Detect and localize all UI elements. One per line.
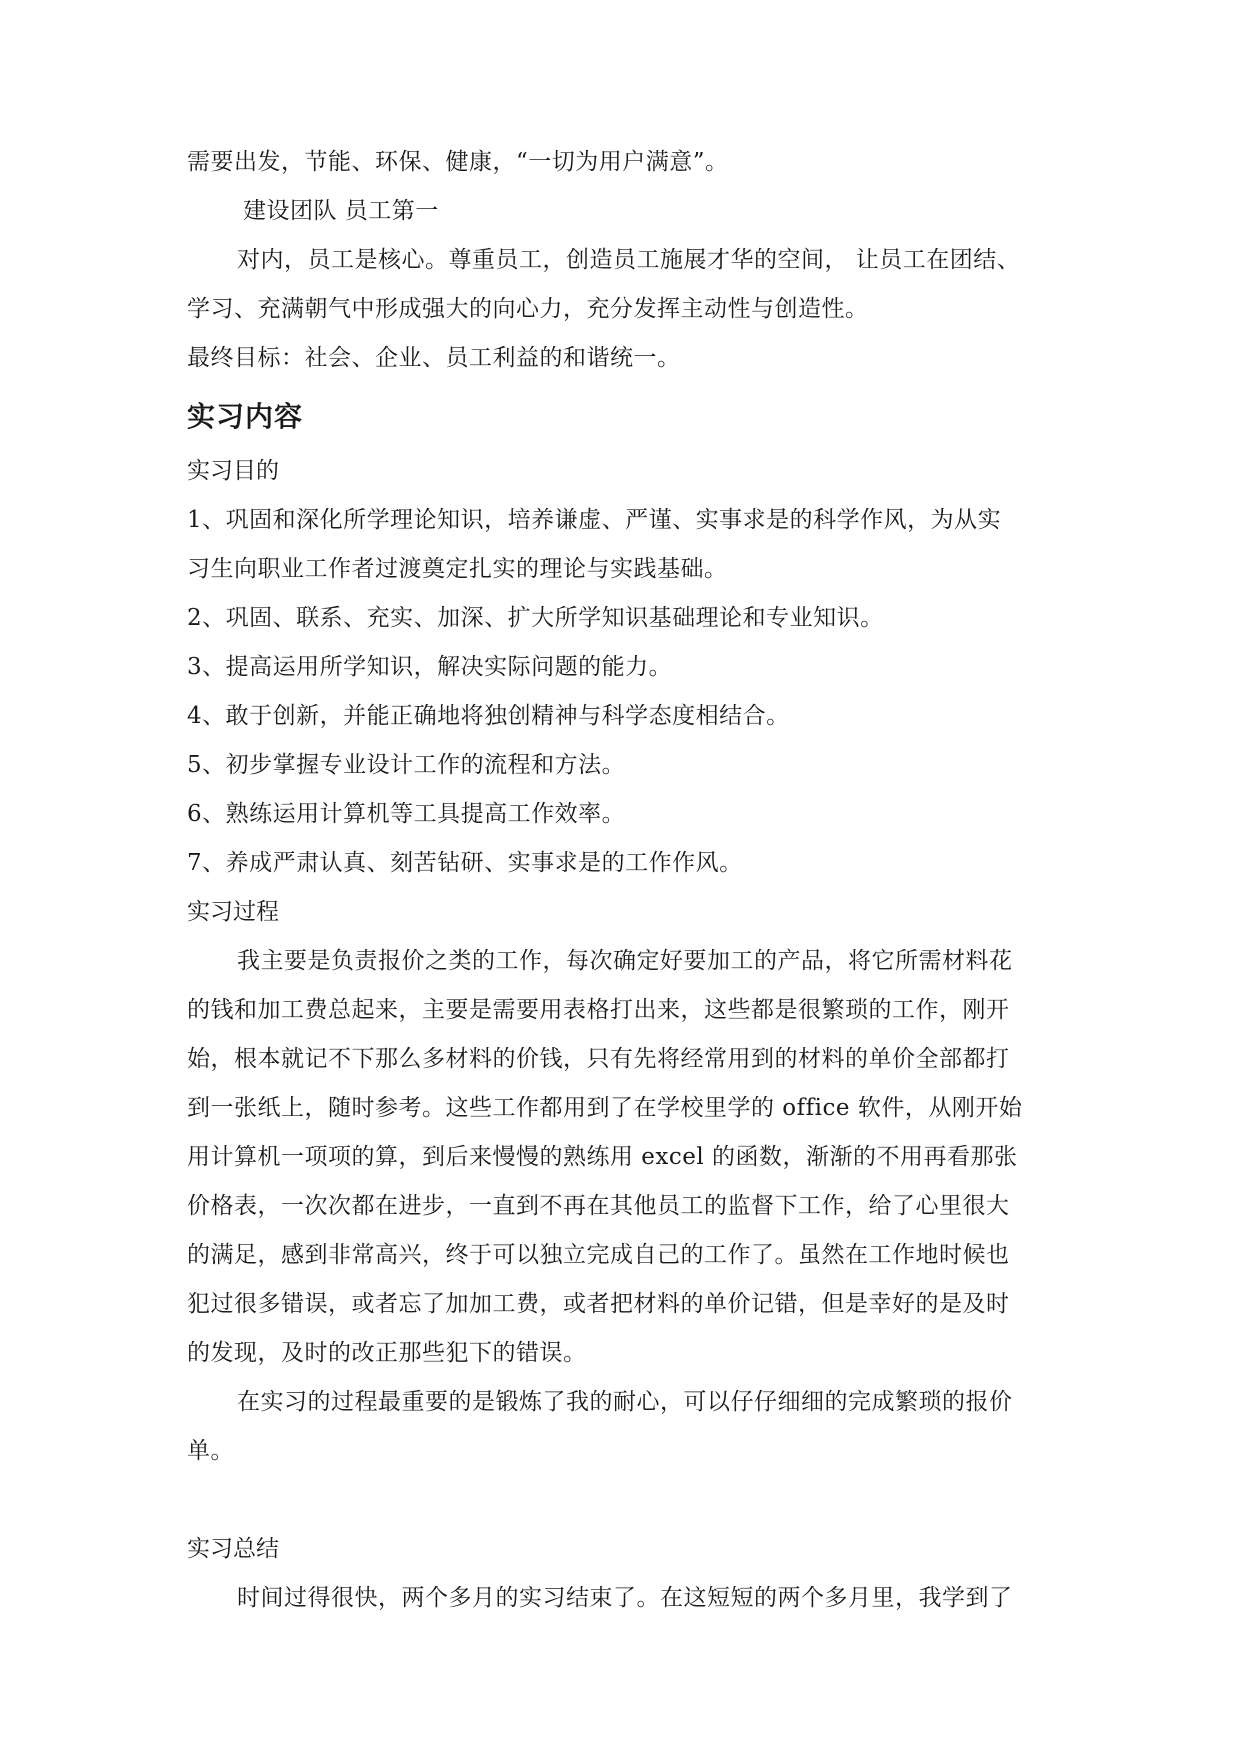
intro-line: 需要出发，节能、环保、健康，“一切为用户满意”。 [187,149,729,175]
process-paragraph-line: 的满足，感到非常高兴，终于可以独立完成自己的工作了。虽然在工作地时候也 [187,1242,1010,1268]
blank-line [187,1476,1067,1525]
purpose-item: 7、养成严肃认真、刻苦钻研、实事求是的工作作风。 [187,850,743,876]
purpose-item: 4、敢于创新，并能正确地将独创精神与科学态度相结合。 [187,703,790,729]
process-paragraph-line: 犯过很多错误，或者忘了加加工费，或者把材料的单价记错，但是幸好的是及时 [187,1291,1010,1317]
team-title: 建设团队 员工第一 [243,198,439,224]
team-paragraph-line: 对内，员工是核心。尊重员工，创造员工施展才华的空间， 让员工在团结、 [237,247,1021,273]
process-paragraph-line: 到一张纸上，随时参考。这些工作都用到了在学校里学的 office 软件，从刚开始 [187,1095,1023,1121]
process-paragraph-line: 单。 [187,1438,234,1464]
purpose-item: 1、巩固和深化所学理论知识，培养谦虚、严谨、实事求是的科学作风，为从实 [187,507,1002,533]
team-paragraph-line: 学习、充满朝气中形成强大的向心力，充分发挥主动性与创造性。 [187,296,869,322]
process-paragraph-line: 用计算机一项项的算，到后来慢慢的熟练用 excel 的函数，渐渐的不用再看那张 [187,1144,1018,1170]
section-heading: 实习内容 [187,400,304,433]
document-body [187,138,1067,1623]
summary-title: 实习总结 [187,1536,279,1562]
process-paragraph-line: 在实习的过程最重要的是锻炼了我的耐心，可以仔仔细细的完成繁琐的报价 [237,1389,1013,1415]
goal-line: 最终目标：社会、企业、员工利益的和谐统一。 [187,345,681,371]
purpose-item: 习生向职业工作者过渡奠定扎实的理论与实践基础。 [187,556,728,582]
process-paragraph-line: 价格表，一次次都在进步，一直到不再在其他员工的监督下工作，给了心里很大 [187,1193,1010,1219]
purpose-title: 实习目的 [187,458,279,484]
purpose-item: 3、提高运用所学知识，解决实际问题的能力。 [187,654,673,680]
purpose-item: 5、初步掌握专业设计工作的流程和方法。 [187,752,626,778]
process-paragraph-line: 始，根本就记不下那么多材料的价钱，只有先将经常用到的材料的单价全部都打 [187,1046,1010,1072]
purpose-item: 6、熟练运用计算机等工具提高工作效率。 [187,801,626,827]
process-paragraph-line: 我主要是负责报价之类的工作，每次确定好要加工的产品，将它所需材料花 [237,948,1013,974]
process-paragraph-line: 的发现，及时的改正那些犯下的错误。 [187,1340,587,1366]
summary-paragraph-line: 时间过得很快，两个多月的实习结束了。在这短短的两个多月里，我学到了 [237,1585,1013,1611]
process-paragraph-line: 的钱和加工费总起来，主要是需要用表格打出来，这些都是很繁琐的工作，刚开 [187,997,1010,1023]
purpose-item: 2、巩固、联系、充实、加深、扩大所学知识基础理论和专业知识。 [187,605,884,631]
process-title: 实习过程 [187,899,279,925]
